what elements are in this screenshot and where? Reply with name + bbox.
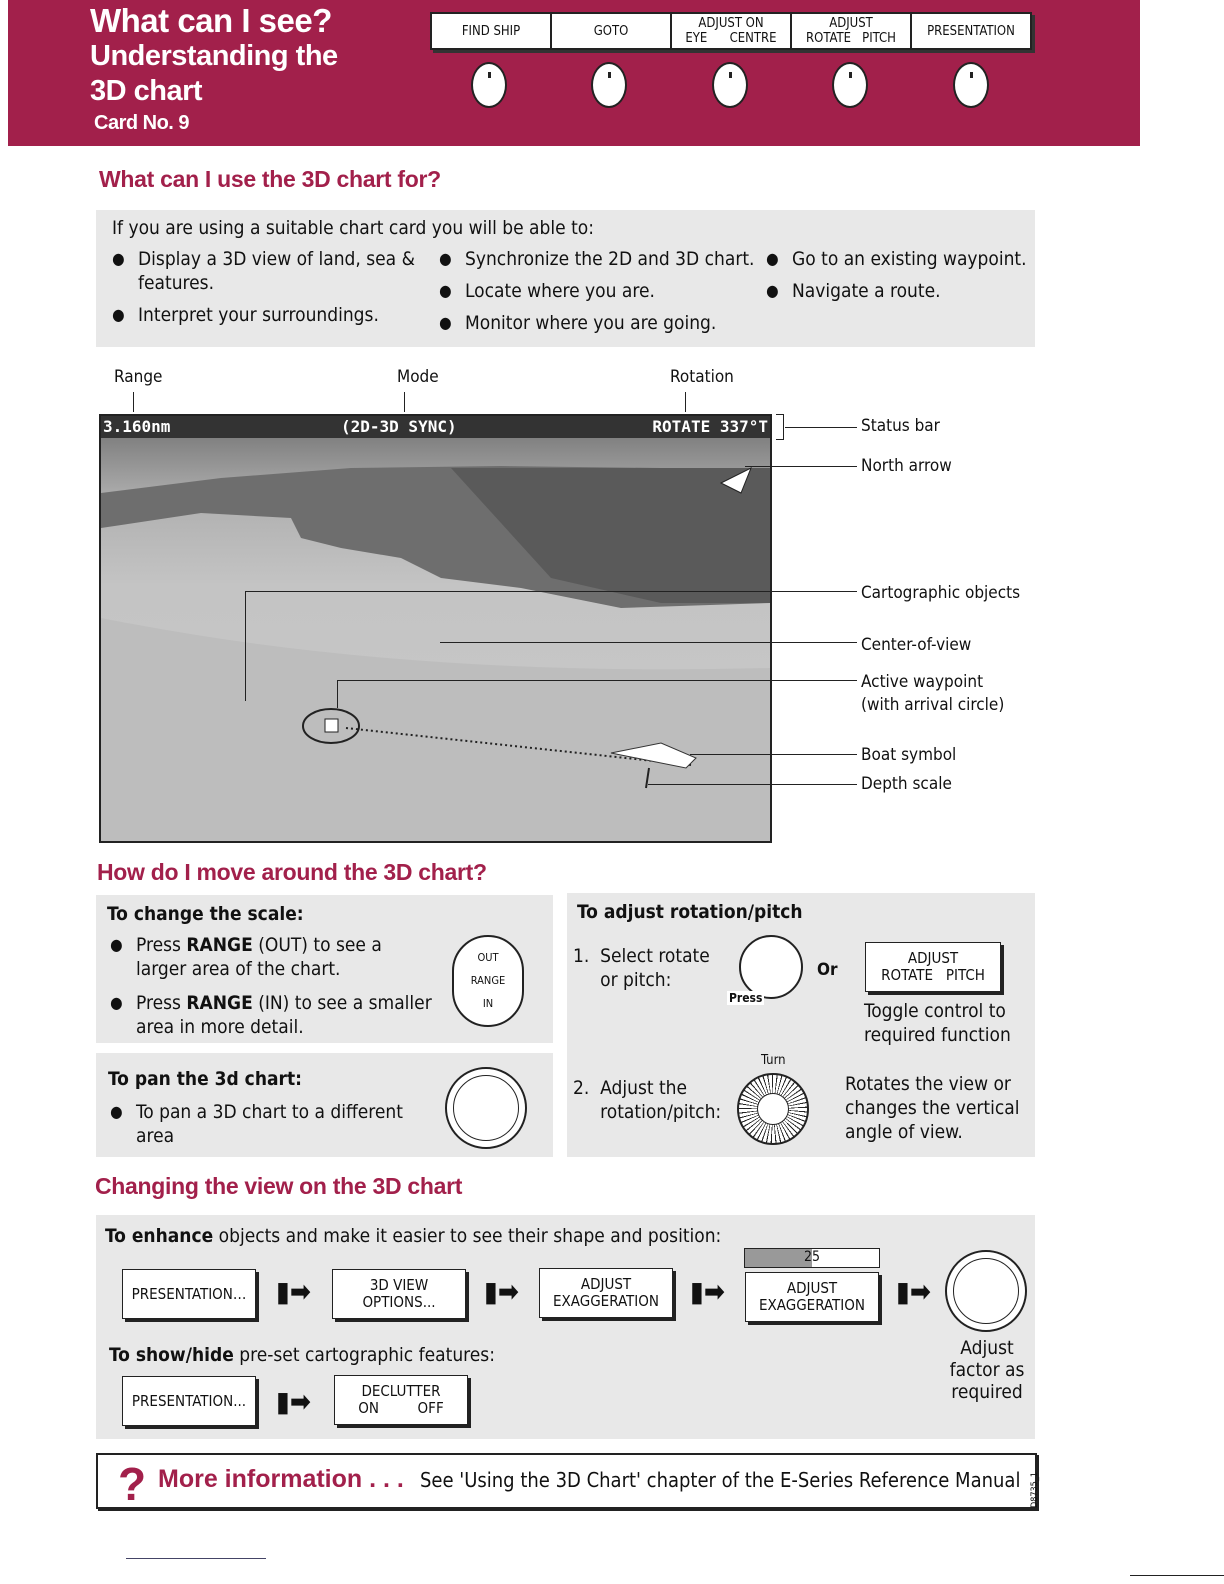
softkey-adjust-on[interactable]: ADJUST ON EYE CENTRE: [672, 14, 792, 48]
softkey-bar: [430, 12, 1032, 50]
softkey-goto[interactable]: GOTO: [552, 14, 672, 48]
view-box: [96, 1215, 1035, 1439]
arrow-right-icon: ▮➡: [484, 1275, 519, 1308]
list-item: ● Display a 3D view of land, sea & features.: [138, 247, 418, 295]
more-info-text: See 'Using the 3D Chart' chapter of the E-Series Reference Manual: [420, 1468, 1021, 1492]
list-item: ● Synchronize the 2D and 3D chart.: [465, 247, 754, 271]
presentation-button-2[interactable]: PRESENTATION...: [122, 1376, 256, 1426]
softkey-presentation[interactable]: PRESENTATION: [927, 23, 1015, 39]
list-item: ● Go to an existing waypoint.: [792, 247, 1027, 271]
softkey-knob[interactable]: [471, 62, 507, 108]
callout-waypoint: Active waypoint: [861, 672, 984, 692]
arrow-right-icon: ▮➡: [690, 1275, 725, 1308]
step-2: 2. Adjust the rotation/pitch:: [573, 1077, 722, 1123]
callout-boat: Boat symbol: [861, 745, 957, 765]
subtitle-1: Understanding the: [90, 40, 338, 72]
callout-status-bar: Status bar: [861, 416, 940, 436]
more-info-box: [96, 1453, 1037, 1509]
arrow-right-icon: ▮➡: [276, 1275, 311, 1308]
divider: [1130, 1575, 1224, 1576]
callout-cartographic: Cartographic objects: [861, 583, 1021, 603]
bracket: [776, 414, 784, 440]
terrain: [101, 438, 770, 841]
label-mode: Mode: [397, 367, 439, 387]
section-heading: What can I use the 3D chart for?: [99, 166, 441, 192]
divider: [126, 1558, 266, 1559]
list-item: ● Press RANGE (OUT) to see a larger area of the chart.: [136, 933, 436, 981]
status-rotation: ROTATE 337°T: [652, 417, 768, 436]
declutter-button[interactable]: DECLUTTER ON OFF: [334, 1375, 468, 1425]
subtitle-2: 3D chart: [90, 75, 203, 107]
chart-3d-view[interactable]: [99, 414, 772, 843]
show-hide-text: To show/hide pre-set cartographic features:: [109, 1344, 495, 1366]
box-title: To pan the 3d chart:: [108, 1068, 302, 1090]
list-item: ● Navigate a route.: [792, 279, 941, 303]
more-info-title: More information . . .: [158, 1465, 404, 1493]
softkey-knob[interactable]: [832, 62, 868, 108]
label-rotation: Rotation: [670, 367, 734, 387]
adjust-rotate-pitch-key[interactable]: ADJUST ROTATE PITCH: [865, 942, 1001, 992]
adjust-exaggeration-active[interactable]: ADJUST EXAGGERATION: [745, 1272, 879, 1322]
rotary-knob-turn-icon[interactable]: [737, 1073, 809, 1145]
list-item: ● Press RANGE (IN) to see a smaller area in more detail.: [136, 991, 436, 1039]
toggle-text: Toggle control to required function: [864, 1000, 1011, 1046]
or-label: Or: [817, 960, 838, 980]
question-icon: ?: [118, 1458, 147, 1510]
presentation-button[interactable]: PRESENTATION…: [122, 1269, 256, 1319]
label-range: Range: [114, 367, 163, 387]
slider-value: 25: [803, 1249, 821, 1265]
softkey-find-ship[interactable]: FIND SHIP: [432, 14, 552, 48]
card-number: Card No. 9: [94, 112, 190, 134]
box-title: To change the scale:: [107, 903, 304, 925]
pointer: [685, 392, 686, 412]
box-title: To adjust rotation/pitch: [577, 901, 803, 923]
status-range: 3.160nm: [103, 417, 171, 436]
rotation-box: [567, 893, 1035, 1157]
adjust-exaggeration-button[interactable]: ADJUST EXAGGERATION: [539, 1268, 673, 1318]
uses-box: [96, 210, 1035, 347]
list-item: ● Interpret your surroundings.: [138, 303, 379, 327]
enhance-text: To enhance objects and make it easier to see their shape and position:: [105, 1225, 722, 1247]
turn-label: Turn: [761, 1053, 786, 1068]
section-heading: How do I move around the 3D chart?: [97, 859, 487, 885]
softkey-knob[interactable]: [712, 62, 748, 108]
status-mode: (2D-3D SYNC): [341, 417, 457, 436]
pan-box: [96, 1053, 553, 1157]
scale-box: [96, 895, 553, 1043]
list-item: ● Locate where you are.: [465, 279, 655, 303]
title: What can I see?: [90, 2, 332, 39]
intro-text: If you are using a suitable chart card you will be able to:: [112, 217, 594, 239]
arrow-right-icon: ▮➡: [276, 1385, 311, 1418]
trackpad-icon[interactable]: [945, 1250, 1027, 1332]
waypoint-icon: [325, 719, 338, 732]
list-item: ● Monitor where you are going.: [465, 311, 716, 335]
callout-depth: Depth scale: [861, 774, 952, 794]
pointer: [404, 392, 405, 412]
softkey-knob[interactable]: [953, 62, 989, 108]
step-1: 1. Select rotate or pitch:: [573, 945, 710, 991]
callout-waypoint-sub: (with arrival circle): [861, 695, 1005, 715]
3d-view-options-button[interactable]: 3D VIEW OPTIONS...: [332, 1269, 466, 1319]
arrow-right-icon: ▮➡: [896, 1275, 931, 1308]
pointer: [133, 392, 134, 412]
rotary-knob-icon[interactable]: [739, 935, 803, 999]
trackpad-icon[interactable]: [445, 1067, 527, 1149]
list-item: ● To pan a 3D chart to a different area: [136, 1100, 436, 1148]
rotates-text: Rotates the view or changes the vertical angle of view.: [845, 1073, 1020, 1143]
exaggeration-slider[interactable]: [744, 1248, 880, 1268]
softkey-knob[interactable]: [591, 62, 627, 108]
callout-center: Center-of-view: [861, 635, 972, 655]
adjust-text: Adjust factor as required: [949, 1337, 1025, 1403]
press-label: Press: [729, 991, 763, 1005]
status-bar: [101, 416, 770, 438]
document-code: D8735_1: [1030, 1471, 1040, 1508]
range-key[interactable]: OUT RANGE IN: [452, 935, 524, 1027]
callout-north-arrow: North arrow: [861, 456, 952, 476]
softkey-adjust[interactable]: ADJUST ROTATE PITCH: [792, 14, 912, 48]
section-heading: Changing the view on the 3D chart: [95, 1173, 463, 1199]
